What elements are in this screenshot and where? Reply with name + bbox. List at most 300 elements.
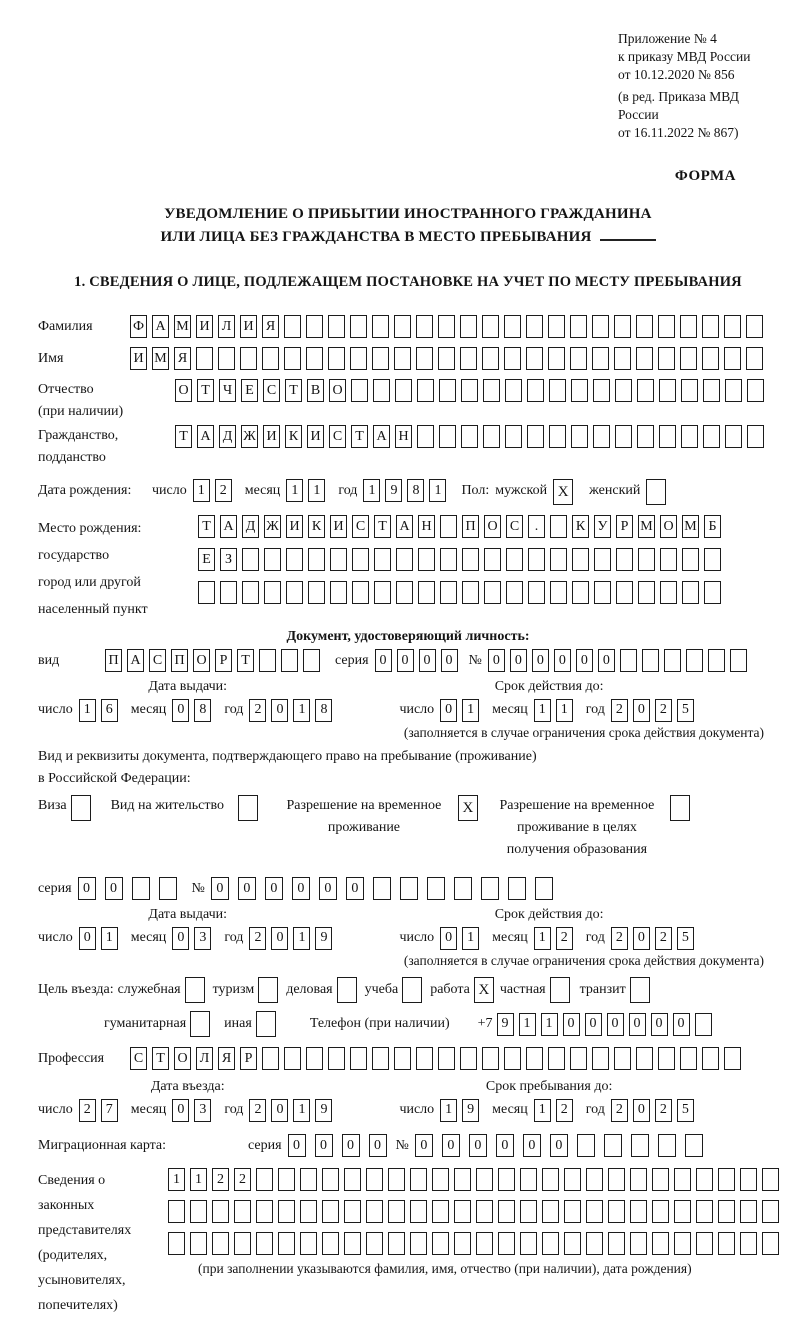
form-cell[interactable]: 2 [249,699,266,722]
form-cell[interactable] [642,649,659,672]
form-cell[interactable] [352,581,369,604]
form-cell[interactable]: 0 [315,1134,333,1157]
form-cell[interactable] [374,548,391,571]
form-cell[interactable]: 0 [369,1134,387,1157]
form-cell[interactable] [703,379,720,402]
form-cell[interactable]: А [197,425,214,448]
form-cell[interactable] [570,315,587,338]
form-cell[interactable] [718,1200,735,1223]
form-cell[interactable]: Д [242,515,259,538]
form-cell[interactable]: К [308,515,325,538]
form-cell[interactable]: 2 [655,1099,672,1122]
form-cell[interactable]: 0 [271,1099,288,1122]
form-cell[interactable] [344,1168,361,1191]
form-cell[interactable]: 7 [101,1099,118,1122]
form-cell[interactable] [410,1168,427,1191]
form-cell[interactable] [528,581,545,604]
form-cell[interactable] [724,1047,741,1070]
form-cell[interactable]: 0 [346,877,364,900]
form-cell[interactable] [460,1047,477,1070]
form-cell[interactable] [242,581,259,604]
form-cell[interactable]: Я [262,315,279,338]
form-cell[interactable]: И [263,425,280,448]
form-cell[interactable] [212,1232,229,1255]
form-cell[interactable] [637,425,654,448]
form-cell[interactable] [328,347,345,370]
form-cell[interactable]: . [528,515,545,538]
form-cell[interactable] [396,581,413,604]
form-cell[interactable] [373,877,391,900]
form-cell[interactable] [482,1047,499,1070]
form-cell[interactable] [484,581,501,604]
form-cell[interactable]: 0 [488,649,505,672]
form-cell[interactable] [410,1232,427,1255]
form-cell[interactable]: 2 [249,1099,266,1122]
form-cell[interactable] [322,1168,339,1191]
form-cell[interactable]: 0 [510,649,527,672]
form-cell[interactable] [300,1200,317,1223]
form-cell[interactable] [550,548,567,571]
form-cell[interactable] [366,1200,383,1223]
form-cell[interactable]: И [330,515,347,538]
form-cell[interactable] [680,347,697,370]
form-cell[interactable] [476,1168,493,1191]
form-cell[interactable]: Е [198,548,215,571]
form-cell[interactable] [652,1200,669,1223]
form-cell[interactable] [418,548,435,571]
form-cell[interactable] [520,1200,537,1223]
form-cell[interactable] [535,877,553,900]
visa-checkbox[interactable] [71,795,91,821]
form-cell[interactable] [636,1047,653,1070]
form-cell[interactable]: О [193,649,210,672]
form-cell[interactable] [638,548,655,571]
form-cell[interactable]: Р [616,515,633,538]
form-cell[interactable]: П [105,649,122,672]
form-cell[interactable] [438,315,455,338]
form-cell[interactable] [159,877,177,900]
form-cell[interactable]: 0 [105,877,123,900]
form-cell[interactable] [702,315,719,338]
form-cell[interactable]: 0 [585,1013,602,1036]
form-cell[interactable]: 0 [271,927,288,950]
form-cell[interactable] [498,1168,515,1191]
form-cell[interactable] [730,649,747,672]
form-cell[interactable] [212,1200,229,1223]
form-cell[interactable] [234,1232,251,1255]
form-cell[interactable]: Т [197,379,214,402]
form-cell[interactable] [440,581,457,604]
form-cell[interactable] [548,347,565,370]
form-cell[interactable] [454,1200,471,1223]
form-cell[interactable]: 0 [271,699,288,722]
form-cell[interactable] [570,347,587,370]
form-cell[interactable]: 0 [265,877,283,900]
form-cell[interactable] [658,1047,675,1070]
sex-male-checkbox[interactable]: X [553,479,573,505]
form-cell[interactable] [300,1168,317,1191]
form-cell[interactable]: 2 [556,927,573,950]
form-cell[interactable] [372,347,389,370]
form-cell[interactable] [747,425,764,448]
form-cell[interactable]: 0 [633,927,650,950]
form-cell[interactable]: И [307,425,324,448]
form-cell[interactable]: С [149,649,166,672]
form-cell[interactable] [702,347,719,370]
form-cell[interactable] [616,548,633,571]
form-cell[interactable]: 0 [419,649,436,672]
form-cell[interactable] [439,425,456,448]
form-cell[interactable]: 0 [238,877,256,900]
form-cell[interactable]: И [240,315,257,338]
form-cell[interactable]: 1 [286,479,303,502]
form-cell[interactable] [660,548,677,571]
form-cell[interactable] [630,1232,647,1255]
form-cell[interactable] [685,1134,703,1157]
purpose-study-checkbox[interactable] [402,977,422,1003]
form-cell[interactable]: 1 [462,699,479,722]
form-cell[interactable]: Н [395,425,412,448]
form-cell[interactable]: О [175,379,192,402]
form-cell[interactable] [526,347,543,370]
form-cell[interactable] [388,1232,405,1255]
form-cell[interactable] [570,1047,587,1070]
form-cell[interactable]: 1 [462,927,479,950]
form-cell[interactable] [604,1134,622,1157]
form-cell[interactable]: 2 [611,699,628,722]
form-cell[interactable]: 1 [519,1013,536,1036]
form-cell[interactable] [592,1047,609,1070]
form-cell[interactable]: 1 [440,1099,457,1122]
form-cell[interactable] [417,379,434,402]
form-cell[interactable] [372,1047,389,1070]
form-cell[interactable]: 1 [541,1013,558,1036]
form-cell[interactable]: Н [418,515,435,538]
form-cell[interactable] [586,1232,603,1255]
form-cell[interactable]: Е [241,379,258,402]
form-cell[interactable] [394,315,411,338]
form-cell[interactable]: Ч [219,379,236,402]
form-cell[interactable] [432,1232,449,1255]
form-cell[interactable]: Ж [264,515,281,538]
form-cell[interactable] [482,315,499,338]
form-cell[interactable]: Д [219,425,236,448]
form-cell[interactable] [592,347,609,370]
form-cell[interactable] [278,1168,295,1191]
form-cell[interactable] [740,1232,757,1255]
form-cell[interactable]: 8 [315,699,332,722]
form-cell[interactable]: 0 [633,1099,650,1122]
form-cell[interactable]: И [130,347,147,370]
form-cell[interactable] [352,548,369,571]
form-cell[interactable] [344,1232,361,1255]
form-cell[interactable]: 0 [563,1013,580,1036]
form-cell[interactable] [592,315,609,338]
form-cell[interactable]: 0 [598,649,615,672]
form-cell[interactable]: 0 [629,1013,646,1036]
form-cell[interactable]: Т [175,425,192,448]
form-cell[interactable]: 0 [375,649,392,672]
form-cell[interactable] [550,581,567,604]
form-cell[interactable] [351,379,368,402]
form-cell[interactable] [724,315,741,338]
form-cell[interactable] [631,1134,649,1157]
form-cell[interactable] [696,1168,713,1191]
form-cell[interactable]: 0 [441,649,458,672]
form-cell[interactable] [608,1200,625,1223]
form-cell[interactable]: 0 [550,1134,568,1157]
form-cell[interactable]: 0 [576,649,593,672]
form-cell[interactable] [372,315,389,338]
form-cell[interactable]: 2 [655,927,672,950]
form-cell[interactable] [586,1200,603,1223]
form-cell[interactable] [328,315,345,338]
form-cell[interactable]: О [484,515,501,538]
form-cell[interactable]: 1 [79,699,96,722]
form-cell[interactable] [440,548,457,571]
form-cell[interactable] [284,315,301,338]
form-cell[interactable]: 0 [523,1134,541,1157]
form-cell[interactable]: 0 [79,927,96,950]
form-cell[interactable] [366,1232,383,1255]
form-cell[interactable] [746,347,763,370]
form-cell[interactable]: А [127,649,144,672]
form-cell[interactable] [548,315,565,338]
form-cell[interactable]: И [196,315,213,338]
form-cell[interactable] [674,1232,691,1255]
form-cell[interactable] [400,877,418,900]
form-cell[interactable] [704,581,721,604]
form-cell[interactable]: 5 [677,1099,694,1122]
form-cell[interactable] [638,581,655,604]
form-cell[interactable] [498,1200,515,1223]
form-cell[interactable] [306,347,323,370]
form-cell[interactable]: 0 [633,699,650,722]
form-cell[interactable]: 1 [534,699,551,722]
form-cell[interactable] [168,1200,185,1223]
form-cell[interactable]: 2 [611,1099,628,1122]
form-cell[interactable] [410,1200,427,1223]
form-cell[interactable]: В [307,379,324,402]
form-cell[interactable]: 0 [288,1134,306,1157]
form-cell[interactable] [682,548,699,571]
form-cell[interactable] [328,1047,345,1070]
form-cell[interactable]: П [462,515,479,538]
form-cell[interactable]: М [174,315,191,338]
form-cell[interactable] [695,1013,712,1036]
form-cell[interactable] [548,1047,565,1070]
form-cell[interactable] [506,548,523,571]
form-cell[interactable]: 0 [469,1134,487,1157]
form-cell[interactable] [520,1232,537,1255]
form-cell[interactable] [308,581,325,604]
form-cell[interactable] [476,1200,493,1223]
form-cell[interactable] [284,1047,301,1070]
form-cell[interactable] [132,877,150,900]
form-cell[interactable]: 3 [194,1099,211,1122]
form-cell[interactable] [594,581,611,604]
form-cell[interactable]: 2 [655,699,672,722]
form-cell[interactable]: 8 [194,699,211,722]
form-cell[interactable] [652,1168,669,1191]
form-cell[interactable]: 5 [677,699,694,722]
form-cell[interactable]: 0 [496,1134,514,1157]
form-cell[interactable] [440,515,457,538]
form-cell[interactable] [526,315,543,338]
form-cell[interactable]: 2 [249,927,266,950]
form-cell[interactable] [262,1047,279,1070]
form-cell[interactable] [388,1200,405,1223]
form-cell[interactable]: И [286,515,303,538]
form-cell[interactable] [394,1047,411,1070]
form-cell[interactable] [542,1232,559,1255]
form-cell[interactable]: 0 [172,927,189,950]
form-cell[interactable]: М [152,347,169,370]
form-cell[interactable] [616,581,633,604]
form-cell[interactable] [454,877,472,900]
form-cell[interactable] [608,1168,625,1191]
form-cell[interactable] [620,649,637,672]
form-cell[interactable]: 6 [101,699,118,722]
form-cell[interactable] [394,347,411,370]
purpose-official-checkbox[interactable] [185,977,205,1003]
form-cell[interactable] [660,581,677,604]
form-cell[interactable] [564,1168,581,1191]
form-cell[interactable]: С [263,379,280,402]
purpose-other-checkbox[interactable] [256,1011,276,1037]
form-cell[interactable] [636,347,653,370]
form-cell[interactable] [630,1168,647,1191]
form-cell[interactable]: 1 [429,479,446,502]
form-cell[interactable]: У [594,515,611,538]
form-cell[interactable] [322,1232,339,1255]
form-cell[interactable] [505,379,522,402]
form-cell[interactable] [658,1134,676,1157]
form-cell[interactable] [549,425,566,448]
form-cell[interactable]: А [220,515,237,538]
form-cell[interactable]: 2 [79,1099,96,1122]
form-cell[interactable]: 2 [556,1099,573,1122]
form-cell[interactable]: Б [704,515,721,538]
form-cell[interactable] [234,1200,251,1223]
form-cell[interactable]: 9 [315,927,332,950]
form-cell[interactable] [388,1168,405,1191]
form-cell[interactable] [762,1168,779,1191]
form-cell[interactable]: 1 [308,479,325,502]
form-cell[interactable]: Ф [130,315,147,338]
form-cell[interactable] [680,315,697,338]
form-cell[interactable]: 0 [211,877,229,900]
form-cell[interactable]: 0 [442,1134,460,1157]
form-cell[interactable] [718,1232,735,1255]
form-cell[interactable]: 0 [440,927,457,950]
form-cell[interactable]: О [329,379,346,402]
purpose-transit-checkbox[interactable] [630,977,650,1003]
form-cell[interactable] [416,1047,433,1070]
form-cell[interactable] [484,548,501,571]
form-cell[interactable] [630,1200,647,1223]
form-cell[interactable]: М [638,515,655,538]
form-cell[interactable] [438,1047,455,1070]
form-cell[interactable]: М [682,515,699,538]
form-cell[interactable] [658,315,675,338]
form-cell[interactable] [190,1200,207,1223]
form-cell[interactable] [572,548,589,571]
form-cell[interactable]: 0 [607,1013,624,1036]
purpose-private-checkbox[interactable] [550,977,570,1003]
form-cell[interactable] [278,1232,295,1255]
form-cell[interactable]: 0 [397,649,414,672]
form-cell[interactable] [198,581,215,604]
form-cell[interactable] [505,425,522,448]
form-cell[interactable] [366,1168,383,1191]
form-cell[interactable] [330,581,347,604]
form-cell[interactable]: 1 [293,927,310,950]
form-cell[interactable]: 9 [315,1099,332,1122]
form-cell[interactable]: 1 [534,927,551,950]
form-cell[interactable] [528,548,545,571]
form-cell[interactable]: О [174,1047,191,1070]
form-cell[interactable] [454,1168,471,1191]
purpose-tourism-checkbox[interactable] [258,977,278,1003]
form-cell[interactable] [240,347,257,370]
form-cell[interactable]: 0 [440,699,457,722]
form-cell[interactable] [542,1168,559,1191]
purpose-humanitarian-checkbox[interactable] [190,1011,210,1037]
form-cell[interactable]: С [352,515,369,538]
form-cell[interactable] [762,1232,779,1255]
form-cell[interactable]: 9 [462,1099,479,1122]
form-cell[interactable] [614,347,631,370]
form-cell[interactable] [527,379,544,402]
form-cell[interactable]: Т [351,425,368,448]
form-cell[interactable] [593,379,610,402]
form-cell[interactable]: 0 [319,877,337,900]
form-cell[interactable]: 2 [234,1168,251,1191]
form-cell[interactable]: С [329,425,346,448]
form-cell[interactable] [476,1232,493,1255]
form-cell[interactable] [652,1232,669,1255]
form-cell[interactable]: П [171,649,188,672]
form-cell[interactable]: 1 [556,699,573,722]
form-cell[interactable] [724,347,741,370]
form-cell[interactable]: С [130,1047,147,1070]
form-cell[interactable]: 9 [385,479,402,502]
form-cell[interactable] [284,347,301,370]
sex-female-checkbox[interactable] [646,479,666,505]
form-cell[interactable]: Т [285,379,302,402]
form-cell[interactable] [439,379,456,402]
form-cell[interactable] [300,1232,317,1255]
form-cell[interactable]: 1 [101,927,118,950]
form-cell[interactable] [262,347,279,370]
form-cell[interactable] [527,425,544,448]
form-cell[interactable] [264,548,281,571]
form-cell[interactable] [350,1047,367,1070]
form-cell[interactable]: К [285,425,302,448]
form-cell[interactable] [572,581,589,604]
form-cell[interactable]: Т [198,515,215,538]
form-cell[interactable] [395,379,412,402]
form-cell[interactable] [508,877,526,900]
form-cell[interactable] [286,548,303,571]
form-cell[interactable]: Я [174,347,191,370]
form-cell[interactable]: 0 [673,1013,690,1036]
form-cell[interactable]: Т [374,515,391,538]
form-cell[interactable] [747,379,764,402]
form-cell[interactable]: К [572,515,589,538]
form-cell[interactable]: Т [237,649,254,672]
